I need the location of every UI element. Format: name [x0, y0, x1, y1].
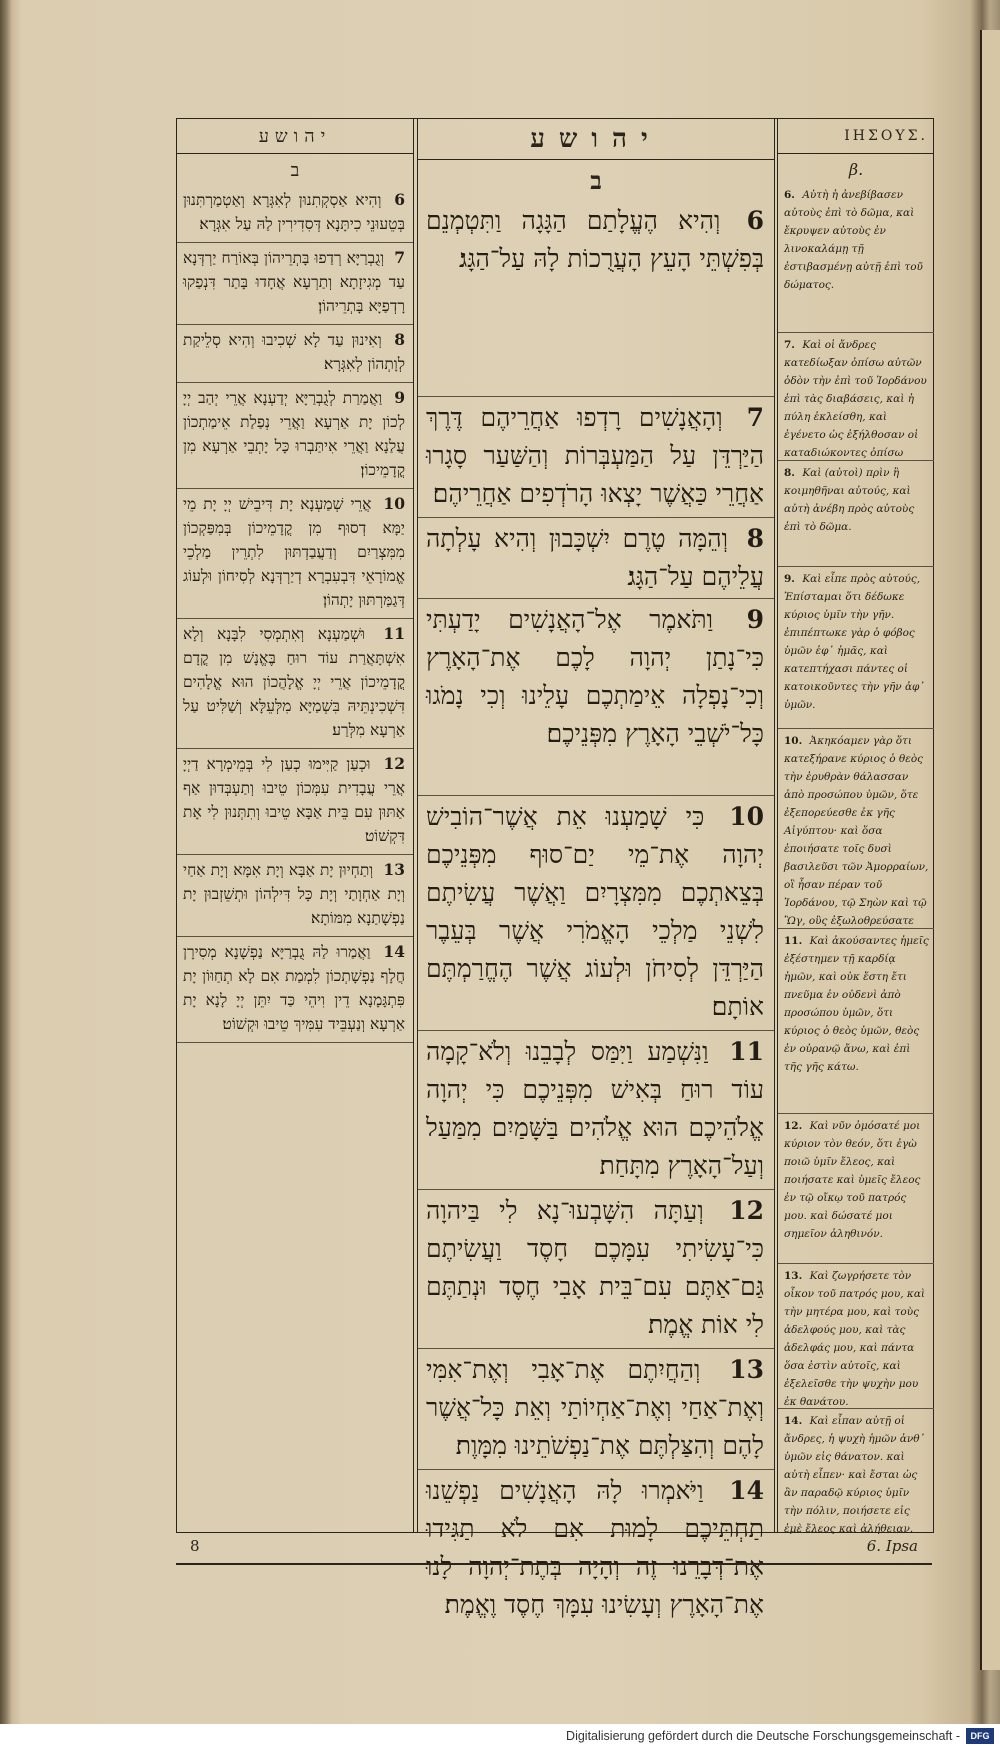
aramaic-verse-text: וְתַחְיוּן יָת אַבָּא וְיָת אִמָּא וְיָת אַחַי וְיָת אַחְוָתַי וְיָת כָּל דִּילְהוֹן וּתְשֵׁזְבוּן יָת נַפְשָׁתַנָא מִמּוֹתָא׃ [183, 861, 405, 927]
greek-verse [778, 1114, 934, 1264]
aramaic-verse-text: וּשְׁמַעְנָא וְאִתְמְסִי לִבָּנָא וְלָא אִשְׁתָּאֲרַת עוֹד רוּחַ בֶּאֱנָשׁ מִן קֳדָם קֳדָמֵיכוֹן אֲרֵי יְיָ אֱלָהֲכוֹן הוּא אֱלָהִים דִּשְׁכִינְתֵּיהּ בִּשְׁמַיָּא מִלְּעֵלָּא וְשַׁלִּיט עַל אַרְעָא מִלְּרַע׃ [183, 625, 405, 739]
hebrew-verse-number: 13 [729, 1355, 764, 1384]
hebrew-verse-number: 11 [729, 1037, 764, 1066]
aramaic-verses [177, 185, 413, 1043]
aramaic-verse-number: 14 [383, 942, 405, 961]
aramaic-verse-text: וְגֻבְרַיָּא רְדַפוּ בָּתְרֵיהוֹן בְּאוֹרַח יַרְדְּנָא עַד מְגִיזָתָא וְתַרְעָא אֲחָדוּ בָּתַר דִּנְפַקוּ רָדְפַיָּא בָּתְרֵיהוֹן׃ [183, 249, 405, 315]
page-footer [176, 1531, 932, 1565]
aramaic-verse-text: וַאֲמַרוּ לַהּ גֻבְרַיָּא נַפְשָׁנָא מְסִירָן חֲלָף נַפְשָׁתְכוֹן לִמְמַת אִם לָא תְחַוּוֹן יָת פִּתְגָּמָנָא דֵין וִיהֵי כַּד יִתֵּן יְיָ לָנָא יָת אַרְעָא וְנַעְבֵּיד עִמִּיךְ טֵיבוּ וּקְשׁוֹט׃ [183, 943, 405, 1033]
hebrew-verse-text: וְהָאֲנָשִׁים רָדְפוּ אַחֲרֵיהֶם דֶּרֶךְ הַיַּרְדֵּן עַל הַמַּעְבְּרוֹת וְהַשַּׁעַר סָגָרוּ אַחֲרֵי כַּאֲשֶׁר יָצְאוּ הָרֹדְפִים אַחֲרֵיהֶם׃ [426, 403, 764, 508]
greek-header: ΙΗΣΟΥΣ. [778, 119, 934, 154]
greek-verse [778, 183, 934, 333]
greek-chapter-number: β. [848, 160, 864, 179]
aramaic-verse [177, 855, 413, 937]
aramaic-verse-number: 10 [383, 494, 405, 513]
greek-verse-text: Καὶ (αὐτοὶ) πρὶν ἢ κοιμηθῆναι αὐτούς, καὶ αὐτὴ ἀνέβη πρὸς αὐτοὺς ἐπὶ τὸ δῶμα. [784, 467, 915, 533]
hebrew-chapter-number: ב [590, 166, 602, 195]
aramaic-verse-number: 12 [383, 754, 406, 773]
greek-verse-number: 9. [784, 573, 795, 585]
hebrew-verse [418, 518, 774, 599]
greek-verse-number: 8. [784, 467, 795, 479]
greek-verse [778, 929, 934, 1114]
digitization-credit: Digitalisierung gefördert durch die Deutsche Forschungsgemeinschaft - [566, 1729, 960, 1743]
greek-verse-text: Καὶ ζωγρήσετε τὸν οἶκον τοῦ πατρός μου, καὶ τὴν μητέρα μου, καὶ τοὺς ἀδελφούς μου, καὶ τὰς ἀδελφάς μου, καὶ πάντα ὅσα ἐστὶν αὐτοῖς, καὶ ἐξελεῖσθε τὴν ψυχὴν μου ἐκ θανάτου. [784, 1270, 926, 1408]
greek-column [777, 119, 934, 1535]
hebrew-verse-number: 7 [746, 403, 764, 432]
greek-verse-text: Καὶ ἀκούσαντες ἡμεῖς ἐξέστημεν τῇ καρδίᾳ ἡμῶν, καὶ οὐκ ἔστη ἔτι πνεῦμα ἐν οὐδενὶ ἀπὸ προσώπου ὑμῶν, ὅτι κύριος ὁ θεὸς ὑμῶν, θεὸς ἐν οὐρανῷ ἄνω, καὶ ἐπὶ τῆς γῆς κάτω. [784, 935, 929, 1073]
greek-verse-number: 13. [784, 1270, 803, 1282]
hebrew-verse-number: 12 [729, 1196, 764, 1225]
aramaic-verse [177, 749, 413, 855]
greek-verse [778, 567, 934, 729]
hebrew-verse-text: כִּי שָׁמַעְנוּ אֵת אֲשֶׁר־הוֹבִישׁ יְהוָה אֶת־מֵי יַם־סוּף מִפְּנֵיכֶם בְּצֵאתְכֶם מִמִּצְרָיִם וַאֲשֶׁר עֲשִׂיתֶם לִשְׁנֵי מַלְכֵי הָאֱמֹרִי אֲשֶׁר בְּעֵבֶר הַיַּרְדֵּן לְסִיחֹן וּלְעוֹג אֲשֶׁר הֶחֱרַמְתֶּם אוֹתָם׃ [426, 802, 764, 1021]
hebrew-verse [418, 599, 774, 796]
aramaic-verse-number: 9 [394, 388, 405, 407]
greek-verses [778, 183, 934, 1568]
hebrew-verse [418, 1031, 774, 1190]
greek-verse [778, 729, 934, 929]
aramaic-verse-number: 8 [394, 330, 405, 349]
greek-verse-number: 12. [784, 1120, 803, 1132]
greek-verse-number: 10. [784, 735, 803, 747]
greek-verse-text: Καὶ εἶπαν αὐτῇ οἱ ἄνδρες, ἡ ψυχὴ ἡμῶν ἀνθ᾽ ὑμῶν εἰς θάνατον. καὶ αὐτὴ εἶπεν· καὶ ἔσται ὡς ἂν παραδῷ κύριος ὑμῖν τὴν πόλιν, ποιήσετε εἰς ἐμὲ ἔλεος καὶ ἀλήθειαν. [784, 1415, 925, 1535]
greek-verse-number: 14. [784, 1415, 803, 1427]
hebrew-header: יהושע [418, 119, 774, 160]
aramaic-verse [177, 325, 413, 383]
aramaic-verse [177, 489, 413, 619]
hebrew-verse [418, 1190, 774, 1349]
aramaic-verse [177, 937, 413, 1043]
greek-verse-text: Αὐτὴ ἡ ἀνεβίβασεν αὐτοὺς ἐπὶ τὸ δῶμα, καὶ ἔκρυψεν αὐτοὺς ἐν λινοκαλάμῃ τῇ ἐστιβασμένῃ αὐτῇ ἐπὶ τοῦ δώματος. [784, 189, 923, 291]
hebrew-verse-number: 6 [746, 206, 764, 235]
hebrew-verse-text: וַיֹּאמְרוּ לָהּ הָאֲנָשִׁים נַפְשֵׁנוּ תַחְתֵּיכֶם לָמוּת אִם לֹא תַגִּידוּ אֶת־דְּבָרֵנוּ זֶה וְהָיָה בְּתֶת־יְהוָה לָנוּ אֶת־הָאָרֶץ וְעָשִׂינוּ עִמָּךְ חֶסֶד וֶאֱמֶת׃ [426, 1476, 764, 1619]
greek-verse-text: Καὶ εἶπε πρὸς αὐτούς, Ἐπίσταμαι ὅτι δέδωκε κύριος ὑμῖν τὴν γῆν. ἐπιπέπτωκε γὰρ ὁ φόβος ὑμῶν ἐφ᾽ ἡμᾶς, καὶ κατεπτήχασι πάντες οἱ κατοικοῦντες τὴν γῆν ἀφ᾽ ὑμῶν. [784, 573, 925, 711]
aramaic-verse-number: 7 [394, 248, 405, 267]
aramaic-verse [177, 243, 413, 325]
hebrew-verse-number: 8 [746, 524, 764, 553]
page-number: 8 [190, 1537, 200, 1555]
digitization-banner [0, 1724, 1000, 1748]
aramaic-verse-number: 11 [383, 624, 405, 643]
hebrew-verse [418, 200, 774, 397]
greek-verse [778, 333, 934, 461]
aramaic-verse-text: וְאִינוּן עַד לָא שְׁכִיבוּ וְהִיא סְלֵיקַת לְוָתְהוֹן לְאִגְּרָא׃ [183, 331, 405, 373]
aramaic-verse-number: 13 [383, 860, 405, 879]
hebrew-verse-text: וְהִיא הֶעֱלָתַם הַגָּגָה וַתִּטְמְנֵם בְּפִשְׁתֵּי הָעֵץ הָעֲרֻכוֹת לָהּ עַל־הַגָּג׃ [426, 206, 764, 273]
greek-verse-text: Ἀκηκόαμεν γὰρ ὅτι κατεξήρανε κύριος ὁ θεὸς τὴν ἐρυθρὰν θάλασσαν ἀπὸ προσώπου ὑμῶν, ὅτε ἐξεπορεύεσθε ἐκ γῆς Αἰγύπτου· καὶ ὅσα ἐποιήσατε τοῖς δυσὶ βασιλεῦσι τῶν Ἀμορραίων, οἳ ἦσαν πέραν τοῦ Ἰορδάνου, τῷ Σηὼν καὶ τῷ Ὢγ, οὓς ἐξωλοθρεύσατε [784, 735, 929, 927]
aramaic-verse-text: וְהִיא אַסְקְתִנוּן לְאִגְּרָא וְאַטְמַרְתִּנוּן בְּטֵעוּנֵי כִיתָּנָא דְּסִדִירִין לַהּ עַל אִגְּרָא׃ [183, 191, 405, 233]
catchword: 6. Ipsa [866, 1537, 918, 1555]
next-page-edge [980, 30, 1000, 1670]
greek-verse [778, 1264, 934, 1409]
aramaic-verse-number: 6 [394, 190, 405, 209]
dfg-logo-icon: DFG [966, 1728, 994, 1744]
hebrew-verse-number: 9 [746, 605, 764, 634]
aramaic-verse-text: וַאֲמַרַת לְגֻבְרַיָּא יְדַעְנָא אֲרֵי יְהַב יְיָ לְכוֹן יָת אַרְעָא וַאֲרֵי נְפַלַת אֵימַתְכוֹן עֲלַנָא וַאֲרֵי אִיתַּבְרוּ כָּל יָתְבֵי אַרְעָא מִן קֳדָמֵיכוֹן׃ [183, 389, 405, 479]
hebrew-verse-text: וְהַחֲיִתֶם אֶת־אָבִי וְאֶת־אִמִּי וְאֶת־אַחַי וְאֶת־אַחְיוֹתַי וְאֵת כָּל־אֲשֶׁר לָהֶם וְהִצַּלְתֶּם אֶת־נַפְשֹׁתֵינוּ מִמָּוֶת׃ [426, 1355, 764, 1460]
hebrew-verse-number: 14 [729, 1476, 764, 1505]
greek-verse [778, 461, 934, 567]
hebrew-verse-text: וַנִּשְׁמַע וַיִּמַּס לְבָבֵנוּ וְלֹא־קָמָה עוֹד רוּחַ בְּאִישׁ מִפְּנֵיכֶם כִּי יְהוָה אֱלֹהֵיכֶם הוּא אֱלֹהִים בַּשָּׁמַיִם מִמַּעַל וְעַל־הָאָרֶץ מִתָּחַת׃ [426, 1037, 764, 1180]
hebrew-verse-text: וְעַתָּה הִשָּׁבְעוּ־נָא לִי בַּיהוָה כִּי־עָשִׂיתִי עִמָּכֶם חָסֶד וַעֲשִׂיתֶם גַּם־אַתֶּם עִם־בֵּית אָבִי חֶסֶד וּנְתַתֶּם לִי אוֹת אֱמֶת׃ [426, 1196, 764, 1339]
greek-verse-number: 7. [784, 339, 795, 351]
greek-verse-text: Καὶ οἱ ἄνδρες κατεδίωξαν ὀπίσω αὐτῶν ὁδὸν τὴν ἐπὶ τοῦ Ἰορδάνου ἐπὶ τὰς διαβάσεις, καὶ ἡ πύλη ἐκλείσθη, καὶ ἐγένετο ὡς ἐξήλθοσαν οἱ καταδιώκοντες ὀπίσω [784, 339, 927, 459]
hebrew-verse-text: וַתֹּאמֶר אֶל־הָאֲנָשִׁים יָדַעְתִּי כִּי־נָתַן יְהוָה לָכֶם אֶת־הָאָרֶץ וְכִי־נָפְלָה אֵימַתְכֶם עָלֵינוּ וְכִי נָמֹגוּ כָּל־יֹשְׁבֵי הָאָרֶץ מִפְּנֵיכֶם׃ [426, 605, 764, 748]
aramaic-verse [177, 619, 413, 749]
hebrew-verses [418, 200, 774, 1656]
aramaic-column [177, 119, 414, 1532]
aramaic-verse-text: וּכְעַן קַיִּימוּ כְעַן לִי בְּמֵימְרָא דַיְיָ אֲרֵי עֲבָדִית עִמְּכוֹן טֵיבוּ וְתַעְבְּדוּן אַף אַתּוּן עִם בֵּית אַבָּא טֵיבוּ וְתִתְּנוּן לִי אָת דִּקְשׁוֹט׃ [183, 755, 405, 845]
hebrew-verse [418, 796, 774, 1031]
aramaic-verse [177, 383, 413, 489]
aramaic-header: יהושע [177, 119, 413, 154]
hebrew-verse [418, 1349, 774, 1470]
hebrew-verse-text: וְהֵמָּה טֶרֶם יִשְׁכָּבוּן וְהִיא עָלְתָה עֲלֵיהֶם עַל־הַגָּג׃ [426, 524, 764, 591]
hebrew-verse-number: 10 [729, 802, 764, 831]
hebrew-verse [418, 397, 774, 518]
aramaic-verse [177, 185, 413, 243]
greek-verse-number: 6. [784, 189, 795, 201]
greek-verse-number: 11. [784, 935, 803, 947]
aramaic-verse-text: אֲרֵי שְׁמַעְנָא יָת דִּיבֵישׁ יְיָ יָת מֵי יַמָּא דְסוּף מִן קֳדָמֵיכוֹן בְּמִפַּקְכוֹן מִמִּצְרַיִם וְדַעֲבַדְתּוּן לִתְרֵין מַלְכֵי אֱמוֹרָאֵי דִּבְעִבְרָא דְיַרְדְּנָא לְסִיחוֹן וּלְעוֹג דְּגַמַּרְתּוּן יָתְהוֹן׃ [183, 495, 405, 609]
hebrew-column [417, 119, 775, 1619]
greek-verse-text: Καὶ νῦν ὀμόσατέ μοι κύριον τὸν θεόν, ὅτι ἐγὼ ποιῶ ὑμῖν ἔλεος, καὶ ποιήσατε καὶ ὑμεῖς ἔλεος ἐν τῷ οἴκῳ τοῦ πατρός μου. καὶ δώσατέ μοι σημεῖον ἀληθινόν. [784, 1120, 921, 1240]
aramaic-chapter-number: ב [290, 160, 300, 181]
